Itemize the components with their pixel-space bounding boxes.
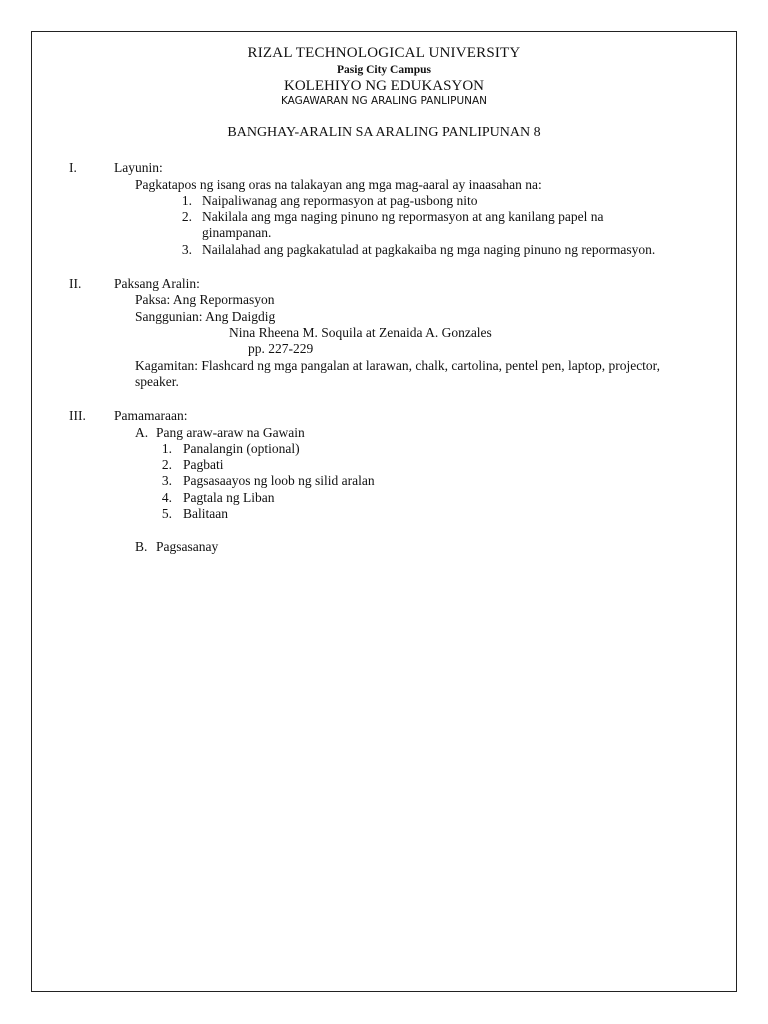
college-name: KOLEHIYO NG EDUKASYON	[284, 78, 484, 94]
paksa-line: Paksa: Ang Repormasyon	[135, 292, 275, 307]
department-name: KAGAWARAN NG ARALING PANLIPUNAN	[280, 95, 488, 107]
activity-4-text: Pagtala ng Liban	[183, 490, 275, 505]
sub-a-label: Pang araw-araw na Gawain	[156, 425, 305, 440]
kagamitan-line: Kagamitan: Flashcard ng mga pangalan at larawan, chalk, cartolina, pentel pen, laptop, projector,	[135, 358, 661, 373]
objective-2-number: 2.	[181, 209, 192, 224]
objective-1-number: 1.	[181, 193, 192, 208]
university-name: RIZAL TECHNOLOGICAL UNIVERSITY	[247, 45, 521, 61]
activity-1-text: Panalangin (optional)	[183, 441, 300, 456]
reference-authors: Nina Rheena M. Soquila at Zenaida A. Gonzales	[229, 325, 492, 340]
sub-b-letter: B.	[135, 539, 148, 554]
objective-2-text: Nakilala ang mga naging pinuno ng repormasyon at ang kanilang papel na	[202, 209, 604, 224]
section-1-numeral: I.	[69, 160, 77, 175]
sanggunian-line: Sanggunian: Ang Daigdig	[135, 309, 276, 324]
sub-a-letter: A.	[135, 425, 149, 440]
activity-3-text: Pagsasaayos ng loob ng silid aralan	[183, 473, 375, 488]
document-title: BANGHAY-ARALIN SA ARALING PANLIPUNAN 8	[227, 125, 541, 140]
activity-1-number: 1.	[161, 441, 172, 456]
section-1-intro: Pagkatapos ng isang oras na talakayan ang mga mag-aaral ay inaasahan na:	[135, 177, 542, 192]
activity-5-number: 5.	[161, 506, 172, 521]
objective-3-number: 3.	[181, 242, 192, 257]
kagamitan-continuation: speaker.	[135, 374, 179, 389]
campus-name: Pasig City Campus	[337, 64, 431, 76]
activity-3-number: 3.	[161, 473, 172, 488]
activity-5-text: Balitaan	[183, 506, 228, 521]
section-3-heading: Pamamaraan:	[114, 408, 188, 423]
reference-pages: pp. 227-229	[248, 341, 314, 356]
objective-1-text: Naipaliwanag ang repormasyon at pag-usbong nito	[202, 193, 478, 208]
section-3-numeral: III.	[69, 408, 86, 423]
sub-b-label: Pagsasanay	[156, 539, 219, 554]
section-2-numeral: II.	[69, 276, 82, 291]
objective-2-continuation: ginampanan.	[202, 225, 272, 240]
activity-2-text: Pagbati	[183, 457, 224, 472]
section-1-heading: Layunin:	[114, 160, 163, 175]
section-2-heading: Paksang Aralin:	[114, 276, 200, 291]
activity-4-number: 4.	[161, 490, 172, 505]
activity-2-number: 2.	[161, 457, 172, 472]
objective-3-text: Nailalahad ang pagkakatulad at pagkakaiba ng mga naging pinuno ng repormasyon.	[202, 242, 656, 257]
